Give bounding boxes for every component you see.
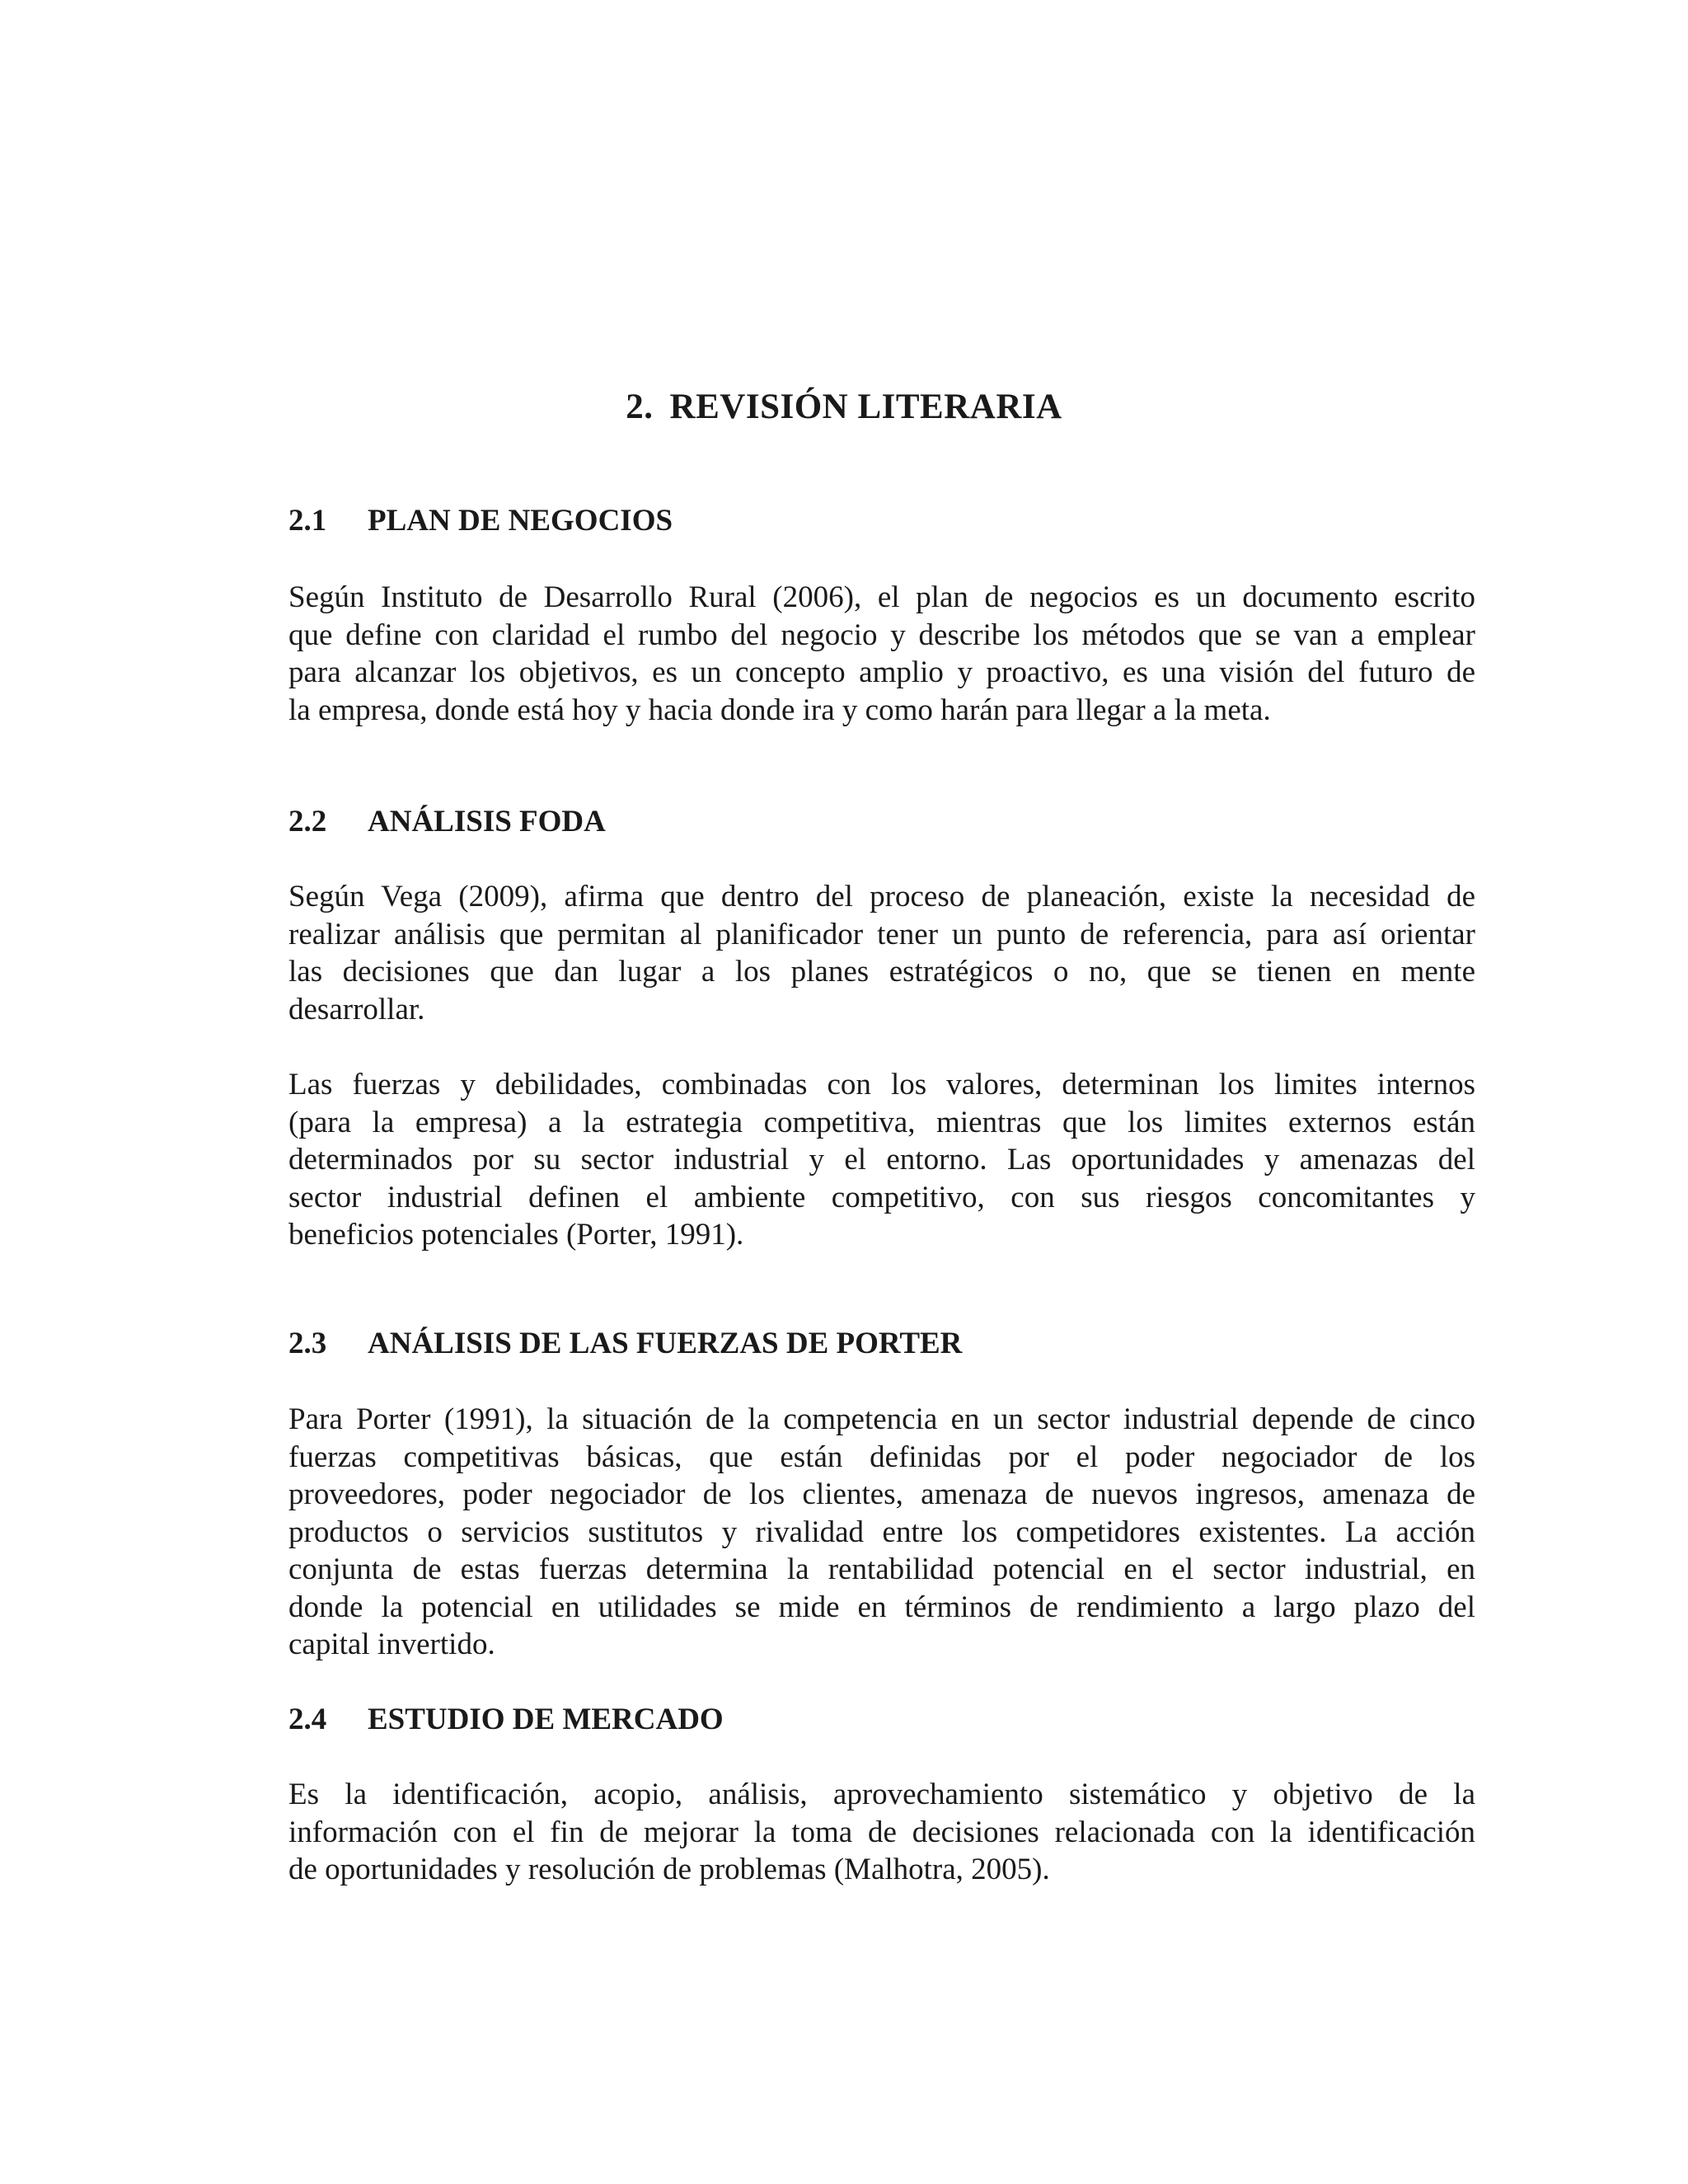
paragraph-line: desarrollar.	[288, 992, 425, 1026]
section-number: 2.1	[288, 504, 327, 538]
paragraph	[288, 1776, 1475, 1889]
paragraph-line: donde la potencial en utilidades se mide en términos de rendimiento a largo plazo del	[288, 1590, 1475, 1624]
section-heading-text: ESTUDIO DE MERCADO	[368, 1703, 724, 1736]
section-heading	[288, 1325, 1475, 1363]
paragraph-line: para alcanzar los objetivos, es un concepto amplio y proactivo, es una visión del futuro de	[288, 655, 1475, 689]
paragraph-body	[288, 1401, 1475, 1664]
paragraph-line: Según Vega (2009), afirma que dentro del proceso de planeación, existe la necesidad de	[288, 880, 1475, 914]
section-heading-text: ANÁLISIS DE LAS FUERZAS DE PORTER	[368, 1327, 963, 1360]
paragraph-line: capital invertido.	[288, 1627, 495, 1661]
section-heading-text: ANÁLISIS FODA	[368, 805, 606, 838]
paragraph-line: proveedores, poder negociador de los clientes, amenaza de nuevos ingresos, amenaza de	[288, 1477, 1475, 1511]
section-number: 2.4	[288, 1703, 327, 1736]
paragraph-line: sector industrial definen el ambiente competitivo, con sus riesgos concomitantes y	[288, 1180, 1475, 1214]
section-estudio-de-mercado	[288, 1701, 1475, 1739]
paragraph-line: conjunta de estas fuerzas determina la rentabilidad potencial en el sector industrial, en	[288, 1552, 1475, 1586]
paragraph-body	[288, 1776, 1475, 1889]
paragraph	[288, 579, 1475, 729]
chapter-title-text: REVISIÓN LITERARIA	[669, 387, 1062, 426]
paragraph-line: realizar análisis que permitan al planificador tener un punto de referencia, para así orientar	[288, 917, 1475, 951]
paragraph-line: Para Porter (1991), la situación de la competencia en un sector industrial depende de cinco	[288, 1402, 1475, 1436]
section-heading	[288, 803, 1475, 841]
paragraph-line: beneficios potenciales (Porter, 1991).	[288, 1218, 744, 1252]
chapter-number: 2.	[626, 387, 654, 426]
paragraph-body	[288, 579, 1475, 729]
paragraph-line: que define con claridad el rumbo del negocio y describe los métodos que se van a emplear	[288, 618, 1475, 652]
paragraph-line: productos o servicios sustitutos y rivalidad entre los competidores existentes. La acción	[288, 1515, 1475, 1549]
section-analisis-foda	[288, 803, 1475, 841]
paragraph-line: fuerzas competitivas básicas, que están definidas por el poder negociador de los	[288, 1440, 1475, 1474]
paragraph-line: Es la identificación, acopio, análisis, aprovechamiento sistemático y objetivo de la	[288, 1778, 1475, 1811]
section-number: 2.2	[288, 805, 327, 838]
section-heading	[288, 502, 1475, 540]
section-fuerzas-de-porter	[288, 1325, 1475, 1363]
paragraph-body	[288, 1066, 1475, 1254]
paragraph-line: Según Instituto de Desarrollo Rural (2006), el plan de negocios es un documento escrito	[288, 580, 1475, 614]
paragraph	[288, 878, 1475, 1028]
paragraph-body	[288, 878, 1475, 1028]
paragraph-line: (para la empresa) a la estrategia competitiva, mientras que los limites externos están	[288, 1105, 1475, 1139]
section-heading	[288, 1701, 1475, 1739]
paragraph-line: Las fuerzas y debilidades, combinadas con los valores, determinan los limites internos	[288, 1068, 1475, 1101]
section-plan-de-negocios	[288, 502, 1475, 540]
paragraph-line: la empresa, donde está hoy y hacia donde ira y como harán para llegar a la meta.	[288, 693, 1271, 727]
section-heading-text: PLAN DE NEGOCIOS	[368, 504, 673, 538]
section-number: 2.3	[288, 1327, 327, 1360]
chapter-title	[0, 386, 1688, 429]
paragraph	[288, 1401, 1475, 1664]
paragraph-line: determinados por su sector industrial y el entorno. Las oportunidades y amenazas del	[288, 1143, 1475, 1177]
paragraph	[288, 1066, 1475, 1254]
paragraph-line: las decisiones que dan lugar a los planes estratégicos o no, que se tienen en mente	[288, 955, 1475, 989]
paragraph-line: de oportunidades y resolución de problemas (Malhotra, 2005).	[288, 1853, 1050, 1886]
paragraph-line: información con el fin de mejorar la toma de decisiones relacionada con la identificación	[288, 1815, 1475, 1849]
